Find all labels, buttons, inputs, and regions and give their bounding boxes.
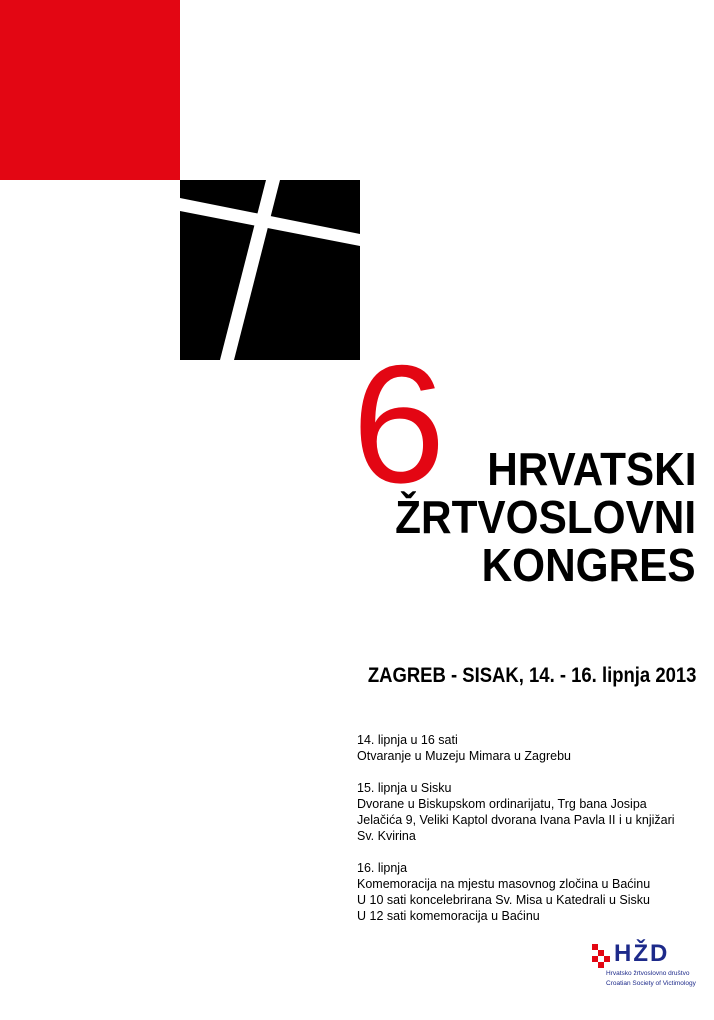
program-day-2-line-3: Jelačića 9, Veliki Kaptol dvorana Ivana Pavla II i u knjižari — [357, 813, 675, 827]
cross-icon — [180, 180, 360, 360]
program-day-2-line-2: Dvorane u Biskupskom ordinarijatu, Trg bana Josipa — [357, 797, 647, 811]
program-schedule — [357, 732, 697, 940]
title-line-1: HRVATSKI — [486, 443, 696, 495]
black-square-cross-graphic — [180, 180, 360, 360]
program-day-1-line-1: 14. lipnja u 16 sati — [357, 733, 458, 747]
program-day-3-line-2: Komemoracija na mjestu masovnog zločina u Baćinu — [357, 877, 651, 891]
program-day-2-line-1: 15. lipnja u Sisku — [357, 781, 452, 795]
program-day-1-line-2: Otvaranje u Muzeju Mimara u Zagrebu — [357, 749, 571, 763]
hzd-logo — [592, 940, 704, 992]
program-day-3-line-1: 16. lipnja — [357, 861, 408, 875]
red-square-decoration — [0, 0, 180, 180]
checkerboard-icon — [592, 944, 612, 970]
program-day-2 — [357, 780, 697, 844]
edition-number: 6 — [352, 330, 442, 518]
program-day-3-line-4: U 12 sati komemoracija u Baćinu — [357, 909, 540, 923]
program-day-2-line-4: Sv. Kvirina — [357, 829, 416, 843]
program-day-1 — [357, 732, 697, 764]
program-day-3-line-3: U 10 sati koncelebrirana Sv. Misa u Katedrali u Sisku — [357, 893, 650, 907]
logo-subtitle-croatian: Hrvatsko žrtvoslovno društvo — [606, 970, 690, 977]
logo-title: HŽD — [614, 940, 670, 967]
title-line-3: KONGRES — [482, 539, 696, 591]
logo-subtitle-english: Croatian Society of Victimology — [606, 980, 696, 987]
event-dateline: ZAGREB - SISAK, 14. - 16. lipnja 2013 — [367, 664, 696, 687]
title-line-2: ŽRTVOSLOVNI — [395, 491, 696, 543]
program-day-3 — [357, 860, 697, 924]
